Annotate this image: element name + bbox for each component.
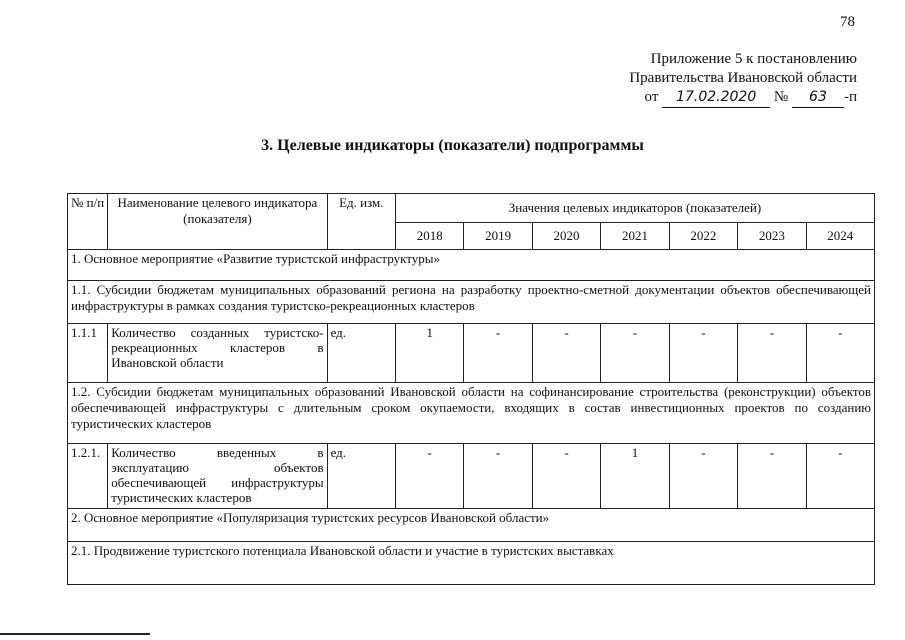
document-title: 3. Целевые индикаторы (показатели) подпрограммы: [261, 137, 644, 154]
section-row: [68, 281, 875, 324]
indicator-value: -: [806, 444, 874, 509]
section-text: 1. Основное мероприятие «Развитие туристской инфраструктуры»: [68, 250, 875, 281]
indicator-row: [68, 444, 875, 509]
indicator-name: Количество введенных в эксплуатацию объектов обеспечивающей инфраструктуры туристических кластеров: [108, 444, 327, 509]
header-row: [68, 194, 875, 223]
header-year: 2019: [464, 223, 532, 250]
header-name: Наименование целевого индикатора (показателя): [108, 194, 327, 250]
header-year: 2024: [806, 223, 874, 250]
indicator-value: -: [532, 444, 600, 509]
section-row: [68, 509, 875, 542]
header-year: 2018: [396, 223, 464, 250]
header-year: 2022: [669, 223, 737, 250]
indicator-value: -: [738, 324, 806, 383]
section-text: 2. Основное мероприятие «Популяризация туристских ресурсов Ивановской области»: [68, 509, 875, 542]
footer-rule: [0, 633, 150, 635]
appendix-block: [629, 50, 857, 108]
header-year: 2021: [601, 223, 669, 250]
indicator-value: 1: [396, 324, 464, 383]
header-year: 2023: [738, 223, 806, 250]
table-body: [68, 194, 875, 585]
section-row: [68, 542, 875, 585]
header-num: № п/п: [68, 194, 108, 250]
indicators-table: [67, 193, 875, 585]
indicator-value: 1: [601, 444, 669, 509]
section-row: [68, 250, 875, 281]
indicator-value: -: [669, 324, 737, 383]
header-year: 2020: [532, 223, 600, 250]
section-text: 1.2. Субсидии бюджетам муниципальных образований Ивановской области на софинансирование строительства (реконструкции) объектов обеспечивающей инфраструктуры с длительным сроком окупаемости, входящих в состав инвестиционных проектов по созданию туристических кластеров: [68, 383, 875, 444]
appendix-date-line: [629, 88, 857, 108]
section-text: 2.1. Продвижение туристского потенциала Ивановской области и участие в туристских выставках: [68, 542, 875, 585]
handwritten-date: 17.02.2020: [662, 88, 770, 108]
indicator-value: -: [669, 444, 737, 509]
section-text: 1.1. Субсидии бюджетам муниципальных образований региона на разработку проектно-сметной документации объектов обеспечивающей инфраструктуры в рамках создания туристско-рекреационных кластеров: [68, 281, 875, 324]
indicator-num: 1.2.1.: [68, 444, 108, 509]
page-number: 78: [840, 14, 855, 30]
number-suffix: -п: [843, 89, 857, 105]
number-prefix: №: [773, 89, 789, 105]
appendix-line-2: Правительства Ивановской области: [629, 70, 857, 86]
indicator-value: -: [738, 444, 806, 509]
indicator-value: -: [601, 324, 669, 383]
indicator-unit: ед.: [327, 324, 395, 383]
header-values-group: Значения целевых индикаторов (показателей): [396, 194, 875, 223]
header-unit: Ед. изм.: [327, 194, 395, 250]
section-row: [68, 383, 875, 444]
indicator-unit: ед.: [327, 444, 395, 509]
indicator-num: 1.1.1: [68, 324, 108, 383]
indicator-value: -: [396, 444, 464, 509]
indicator-value: -: [464, 324, 532, 383]
date-prefix: от: [644, 89, 659, 105]
indicator-row: [68, 324, 875, 383]
appendix-line-1: Приложение 5 к постановлению: [650, 51, 857, 67]
indicator-value: -: [532, 324, 600, 383]
indicator-value: -: [806, 324, 874, 383]
handwritten-number: 63: [792, 88, 844, 108]
indicator-name: Количество созданных туристско-рекреационных кластеров в Ивановской области: [108, 324, 327, 383]
indicator-value: -: [464, 444, 532, 509]
